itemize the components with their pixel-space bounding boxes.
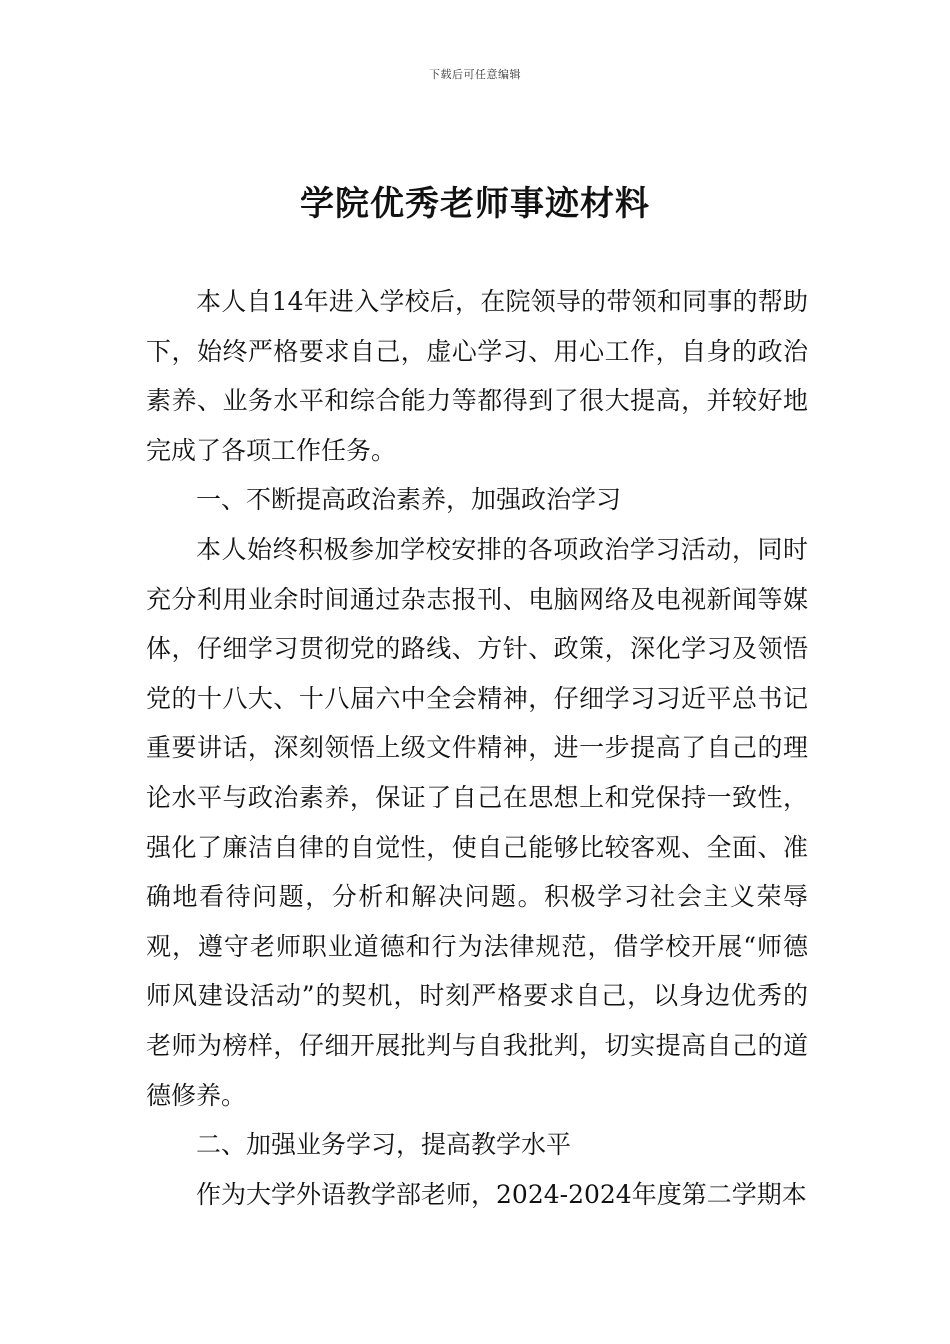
body-paragraph-section-1: 本人始终积极参加学校安排的各项政治学习活动，同时充分利用业余时间通过杂志报刊、电脑网络及电视新闻等媒体，仔细学习贯彻党的路线、方针、政策，深化学习及领悟党的十八大、十八届六中全会精神，仔细学习习近平总书记重要讲话，深刻领悟上级文件精神，进一步提高了自己的理论水平与政治素养，保证了自己在思想上和党保持一致性，强化了廉洁自律的自觉性，使自己能够比较客观、全面、准确地看待问题，分析和解决问题。积极学习社会主义荣辱观，遵守老师职业道德和行为法律规范，借学校开展“师德师风建设活动”的契机，时刻严格要求自己，以身边优秀的老师为榜样，仔细开展批判与自我批判，切实提高自己的道德修养。 — [146, 534, 808, 1110]
body-paragraph-intro: 本人自14年进入学校后，在院领导的带领和同事的帮助下，始终严格要求自己，虚心学习、用心工作，自身的政治素养、业务水平和综合能力等都得到了很大提高，并较好地完成了各项工作任务。 — [146, 287, 808, 465]
body-paragraph-section-2: 作为大学外语教学部老师，2024-2024年度第二学期本 — [196, 1179, 807, 1209]
header-note: 下载后可任意编辑 — [429, 68, 521, 81]
section-heading-1: 一、不断提高政治素养，加强政治学习 — [196, 485, 622, 515]
section-heading-2: 二、加强业务学习，提高教学水平 — [196, 1130, 572, 1160]
document-title: 学院优秀老师事迹材料 — [300, 184, 650, 224]
document-body — [146, 277, 808, 1219]
